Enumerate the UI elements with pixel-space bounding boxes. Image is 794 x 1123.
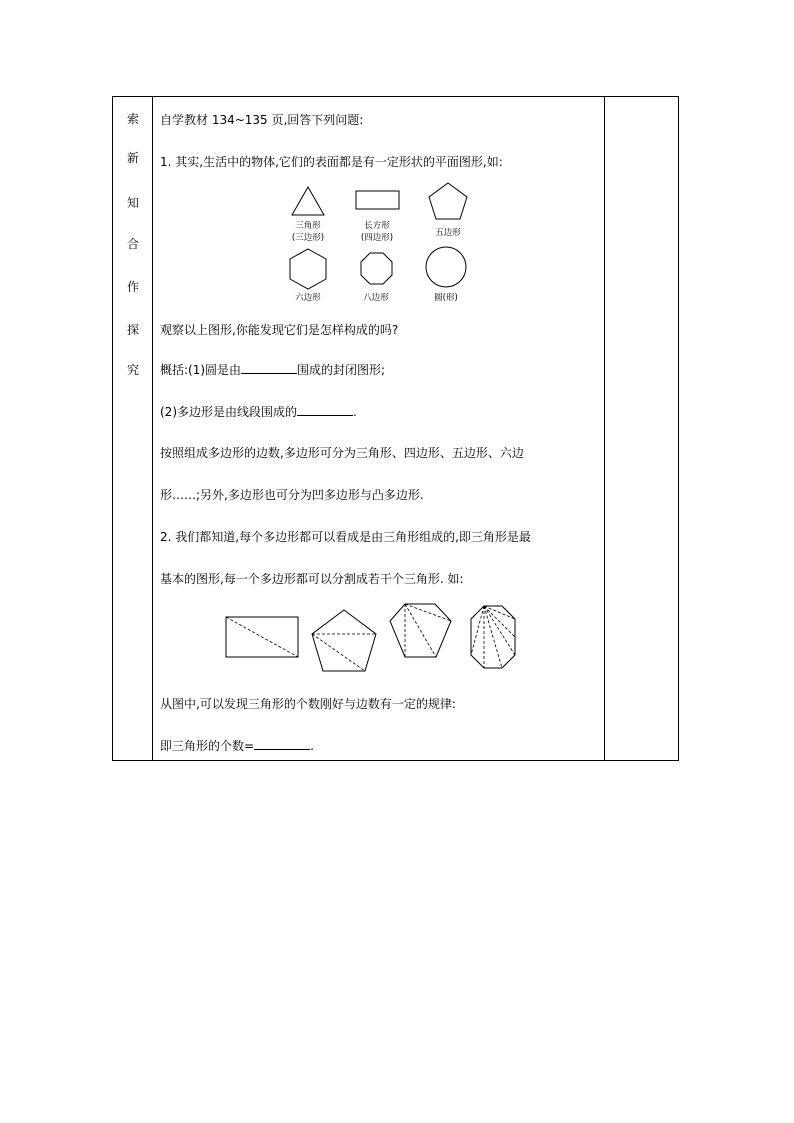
diagonal-line xyxy=(226,617,298,657)
observe-text: 观察以上图形,你能发现它们是怎样构成的吗? xyxy=(160,323,399,337)
lesson-table xyxy=(112,96,679,761)
hexagon-label: 六边形 xyxy=(295,293,321,303)
triangle-shape xyxy=(292,187,324,215)
rectangle-label: 长方形 xyxy=(364,221,390,231)
hexagon-shape xyxy=(290,249,326,289)
formula-suffix: . xyxy=(310,739,314,753)
octagon-shape xyxy=(361,253,392,284)
summary-1-prefix: 概括:(1)圆是由 xyxy=(160,363,242,377)
diagonal-line xyxy=(471,606,484,655)
pattern-text: 从图中,可以发现三角形的个数刚好与边数有一定的规律: xyxy=(160,697,456,711)
side-label-char: 合 xyxy=(126,237,139,251)
side-label-char: 作 xyxy=(126,280,139,294)
summary-2-blank[interactable] xyxy=(297,403,353,416)
side-label-char: 索 xyxy=(126,112,139,126)
formula-blank[interactable] xyxy=(254,737,310,750)
triangulation-figure xyxy=(226,604,515,671)
classify-line-1: 按照组成多边形的边数,多边形可分为三角形、四边形、五边形、六边 xyxy=(160,446,524,460)
diagonal-line xyxy=(484,606,515,619)
summary-1-line xyxy=(160,361,385,378)
rectangle-sub-label: (四边形) xyxy=(360,233,394,243)
question-2-line-1: 2. 我们都知道,每个多边形都可以看成是由三角形组成的,即三角形是最 xyxy=(160,530,531,544)
summary-2-line xyxy=(160,403,357,420)
pentagon-shape xyxy=(429,183,467,219)
pentagon-label: 五边形 xyxy=(435,228,461,238)
classify-line-2: 形……;另外,多边形也可分为凹多边形与凸多边形. xyxy=(160,488,424,502)
question-1-text: 1. 其实,生活中的物体,它们的表面都是有一定形状的平面图形,如: xyxy=(160,155,503,169)
basic-shapes-figure xyxy=(113,97,680,762)
octagon-label: 八边形 xyxy=(363,293,389,303)
side-label-char: 新 xyxy=(126,151,139,165)
triangle-sub-label: (三边形) xyxy=(291,233,325,243)
circle-label: 圆(形) xyxy=(434,293,458,303)
formula-line xyxy=(160,737,314,754)
diagonal-line xyxy=(484,606,515,655)
circle-shape xyxy=(426,247,466,287)
triangle-label: 三角形 xyxy=(295,221,321,231)
diagonal-line xyxy=(405,604,451,621)
question-2-line-2: 基本的图形,每一个多边形都可以分割成若干个三角形. 如: xyxy=(160,572,464,586)
rectangle-shape xyxy=(356,191,399,209)
summary-1-blank[interactable] xyxy=(241,361,297,374)
side-label-char: 探 xyxy=(126,323,139,337)
side-label-char: 知 xyxy=(126,196,139,210)
formula-prefix: 即三角形的个数= xyxy=(160,739,255,753)
diagonal-line xyxy=(405,604,436,657)
diagonal-line xyxy=(312,634,365,671)
side-label-char: 究 xyxy=(126,363,139,377)
summary-1-suffix: 围成的封闭图形; xyxy=(297,363,386,377)
summary-2-prefix: (2)多边形是由线段围成的 xyxy=(160,405,297,419)
intro-text: 自学教材 134~135 页,回答下列问题: xyxy=(160,113,364,127)
summary-2-suffix: . xyxy=(353,405,357,419)
